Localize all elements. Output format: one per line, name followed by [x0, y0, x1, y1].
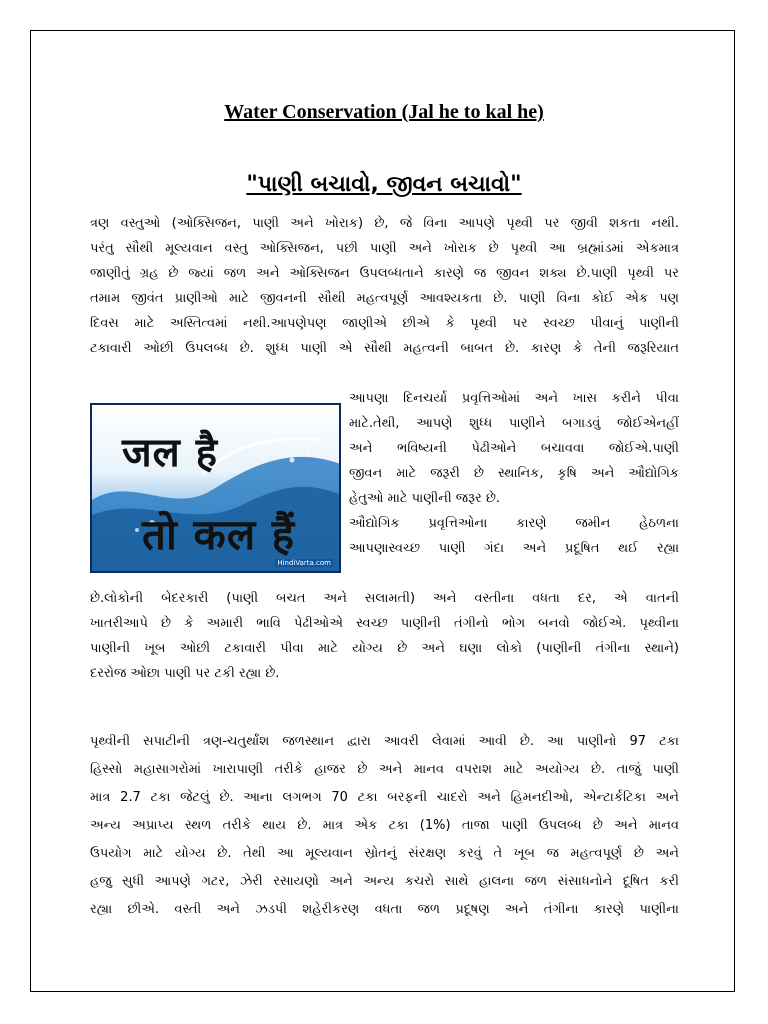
text-line: અન્ય અપ્રાપ્ય સ્થળ તરીકે થાય છે. માત્ર એક ટકા (1%) તાજા પાણી ઉપલબ્ધ છે અને માનવ	[90, 818, 679, 833]
text-line: તમામ જીવંત પ્રાણીઓ માટે જીવનની સૌથી મહત્વપૂર્ણ આવશ્યકતા છે. પાણી વિના કોઈ એક પણ	[90, 291, 679, 306]
text-line: હેતુઓ માટે પાણીની જરૂર છે.	[349, 491, 501, 506]
document-subtitle: "પાણી બચાવો, જીવન બચાવો"	[246, 172, 522, 197]
image-caption-line2: तो कल हैं	[142, 510, 296, 559]
text-line: ખાતરીઆપે છે કે અમારી ભાવિ પેઢીઓએ સ્વચ્છ પાણીની તંગીનો ભોગ બનવો જોઈએ. પૃથ્વીના	[90, 616, 679, 631]
text-line: પૃથ્વીની સપાટીની ત્રણ-ચતુર્થાંશ જળસ્થાન દ્વારા આવરી લેવામાં આવી છે. આ પાણીનો 97 ટકા	[90, 734, 679, 749]
text-line: માટે.તેથી, આપણે શુધ્ધ પાણીને બગાડવું જોઈએનહીં	[349, 416, 679, 431]
text-line: હિસ્સો મહાસાગરોમાં ખારાપાણી તરીકે હાજર છે અને માનવ વપરાશ માટે અયોગ્ય છે. તાજું પાણી	[90, 762, 679, 777]
text-line: આપણાસ્વચ્છ પાણી ગંદા અને પ્રદૂષિત થઈ રહ્યા	[349, 541, 679, 556]
text-line: જીવન માટે જરૂરી છે સ્થાનિક, કૃષિ અને ઔદ્યોગિક	[349, 466, 679, 481]
text-line: ઔદ્યોગિક પ્રવૃત્તિઓના કારણે જમીન હેઠળના	[349, 516, 679, 531]
text-line: ટકાવારી ઓછી ઉપલબ્ધ છે. શુધ્ધ પાણી એ સૌથી મહત્વની બાબત છે. કારણ કે તેની જરૂરિયાત	[90, 341, 679, 356]
water-splash-image	[90, 403, 341, 573]
text-line: રહ્યા છીએ. વસ્તી અને ઝડપી શહેરીકરણ વધતા જળ પ્રદૂષણ અને તંગીના કારણે પાણીના	[90, 902, 679, 917]
text-line: દરરોજ ઓછા પાણી પર ટકી રહ્યા છે.	[90, 666, 280, 681]
text-line: અને ભવિષ્યની પેઢીઓને બચાવવા જોઈએ.પાણી	[349, 441, 679, 456]
text-line: પરંતુ સૌથી મૂલ્યવાન વસ્તુ ઓક્સિજન, પછી પાણી અને ખોરાક છે પૃથ્વી આ બ્રહ્માંડમાં એકમાત્ર	[90, 241, 679, 256]
text-line: માત્ર 2.7 ટકા જેટલું છે. આના લગભગ 70 ટકા બરફની ચાદરો અને હિમનદીઓ, એન્ટાર્કટિકા અને	[90, 790, 679, 805]
text-line: પાણીની ખૂબ ઓછી ટકાવારી પીવા માટે યોગ્ય છે અને ઘણા લોકો (પાણીની તંગીના સ્થાને)	[90, 641, 679, 656]
text-line: દિવસ માટે અસ્તિત્વમાં નથી.આપણેપણ જાણીએ છીએ કે પૃથ્વી પર સ્વચ્છ પીવાનું પાણીની	[90, 316, 679, 331]
document-title: Water Conservation (Jal he to kal he)	[224, 101, 544, 123]
text-line: ઉપયોગ માટે યોગ્ય છે. તેથી આ મૂલ્યવાન સ્રોતનું સંરક્ષણ કરવું તે ખૂબ જ મહત્વપૂર્ણ છે અને	[90, 846, 679, 861]
text-line: ત્રણ વસ્તુઓ (ઓક્સિજન, પાણી અને ખોરાક) છે, જે વિના આપણે પૃથ્વી પર જીવી શકતા નથી.	[90, 216, 679, 231]
image-watermark: HindiVarta.com	[277, 559, 331, 567]
text-line: છે.લોકોની બેદરકારી (પાણી બચત અને સલામતી) અને વસ્તીના વધતા દર, એ વાતની	[90, 591, 679, 606]
text-line: આપણા દિનચર્યા પ્રવૃત્તિઓમાં અને ખાસ કરીને પીવા	[349, 391, 679, 406]
text-line: જાણીતું ગ્રહ છે જ્યાં જળ અને ઓક્સિજન ઉપલબ્ધતાને કારણે જ જીવન શક્ય છે.પાણી પૃથ્વી પર	[90, 266, 679, 281]
image-caption-line1: जल है	[122, 430, 218, 476]
text-line: હજુ સુધી આપણે ગટર, ઝેરી રસાયણો અને અન્ય કચરો સાથે હાલના જળ સંસાધનોને દૂષિત કરી	[90, 874, 679, 889]
